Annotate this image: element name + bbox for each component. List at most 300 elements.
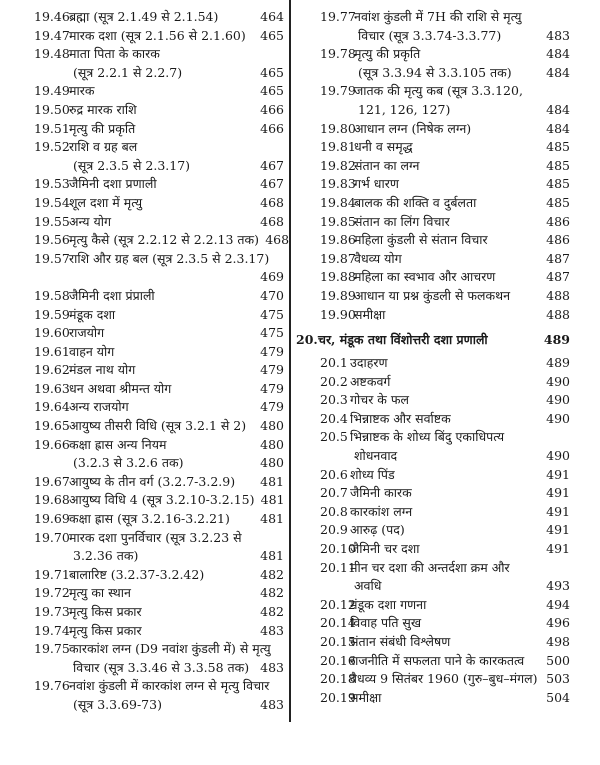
entry-page: 468 xyxy=(260,194,284,210)
toc-entry-continuation[interactable] xyxy=(34,268,284,287)
entry-title: आरुढ़ (पद) xyxy=(350,522,405,538)
entry-page: 465 xyxy=(260,27,284,43)
entry-title: मृत्यु किस प्रकार xyxy=(69,604,142,619)
toc-entry[interactable] xyxy=(34,287,284,306)
entry-number: 20.5 xyxy=(320,429,348,445)
entry-title: अष्टकवर्ग xyxy=(350,373,391,389)
entry-page: 491 xyxy=(546,466,570,482)
entry-page: 488 xyxy=(546,287,570,303)
chapter-number: 20. xyxy=(296,332,318,348)
entry-number: 19.82 xyxy=(320,157,356,173)
toc-entry[interactable] xyxy=(34,622,284,641)
entry-title: अन्य योग xyxy=(69,213,111,229)
toc-left-column xyxy=(34,8,290,715)
entry-number: 20.16 xyxy=(320,652,356,668)
entry-number: 19.67 xyxy=(34,473,70,489)
toc-entry[interactable] xyxy=(296,157,570,176)
toc-entry[interactable] xyxy=(34,231,290,250)
entry-title: मीन चर दशा की अन्तर्दशा क्रम और xyxy=(350,559,510,575)
entry-page xyxy=(269,677,299,696)
entry-page: 465 xyxy=(260,64,284,80)
entry-title: मृत्यु किस प्रकार xyxy=(69,622,142,638)
entry-page: 490 xyxy=(546,373,570,389)
entry-title: जातक की मृत्यु कब (सूत्र 3.3.120, xyxy=(354,83,523,99)
entry-title: महिला कुंडली से संतान विचार xyxy=(354,232,488,248)
toc-entry[interactable] xyxy=(296,633,570,652)
toc-entry[interactable] xyxy=(296,391,570,410)
entry-number: 19.71 xyxy=(34,566,70,582)
entry-title: शोधनवाद xyxy=(354,448,398,464)
toc-entry[interactable] xyxy=(34,677,284,696)
toc-entry[interactable] xyxy=(296,540,570,559)
entry-number: 19.75 xyxy=(34,641,70,657)
toc-entry[interactable] xyxy=(34,82,284,101)
entry-number: 19.47 xyxy=(34,27,70,43)
entry-title: बालक की शक्ति व दुर्बलता xyxy=(354,194,477,210)
entry-page: 481 xyxy=(260,492,285,508)
entry-title: राजनीति में सफलता पाने के कारकतत्व xyxy=(350,652,525,668)
toc-entry[interactable] xyxy=(296,138,570,157)
toc-entry[interactable] xyxy=(296,213,570,232)
entry-title: वैधव्य योग xyxy=(354,250,402,266)
entry-title: मंडूक दशा xyxy=(69,306,116,322)
toc-entry[interactable] xyxy=(34,324,284,343)
entry-page: 484 xyxy=(546,46,570,62)
entry-page: 487 xyxy=(546,250,570,266)
toc-entry[interactable] xyxy=(34,640,284,659)
entry-title: मारक xyxy=(69,83,95,99)
toc-entry[interactable] xyxy=(34,417,284,436)
entry-number: 20.3 xyxy=(320,392,348,408)
toc-entry-continuation[interactable] xyxy=(296,27,570,46)
entry-title: जैमिनी चर दशा xyxy=(350,541,420,557)
toc-entry[interactable] xyxy=(296,354,570,373)
entry-number: 19.86 xyxy=(320,232,356,248)
entry-title: कक्षा ह्रास (सूत्र 3.2.16-3.2.21) xyxy=(69,511,230,527)
entry-number: 19.62 xyxy=(34,362,70,378)
toc-entry[interactable] xyxy=(296,250,570,269)
entry-title: रुद्र मारक राशि xyxy=(69,101,137,117)
toc-entry[interactable] xyxy=(296,596,570,615)
entry-page: 482 xyxy=(260,604,284,619)
entry-number: 19.56 xyxy=(34,232,70,248)
entry-title: राशि और ग्रह बल (सूत्र 2.3.5 से 2.3.17) xyxy=(69,250,270,266)
toc-entry[interactable] xyxy=(296,8,570,27)
toc-entry[interactable] xyxy=(34,491,284,510)
toc-entry[interactable] xyxy=(34,361,284,380)
entry-page: 480 xyxy=(260,436,284,452)
entry-page: 475 xyxy=(260,306,284,322)
entry-number: 19.80 xyxy=(320,120,356,136)
entry-page: 485 xyxy=(546,176,570,192)
entry-title: समीक्षा xyxy=(350,689,382,705)
entry-number: 19.63 xyxy=(34,380,70,396)
entry-page: 494 xyxy=(546,596,570,612)
entry-title: मारक दशा (सूत्र 2.1.56 से 2.1.60) xyxy=(69,27,246,43)
entry-number xyxy=(320,64,354,83)
entry-page: 483 xyxy=(260,696,284,712)
entry-number: 19.76 xyxy=(34,678,70,694)
entry-number: 19.66 xyxy=(34,436,70,452)
toc-entry[interactable] xyxy=(34,8,284,27)
entry-number: 20.18 xyxy=(320,671,356,687)
entry-number: 19.64 xyxy=(34,399,70,415)
entry-page: 490 xyxy=(546,410,570,426)
entry-number: 19.69 xyxy=(34,511,70,527)
entry-title: आयुष्य विधि 4 (सूत्र 3.2.10-3.2.15) xyxy=(69,492,255,508)
toc-entry[interactable] xyxy=(296,689,570,708)
entry-number: 20.7 xyxy=(320,485,348,501)
entry-number: 20.2 xyxy=(320,373,348,389)
entry-number: 19.72 xyxy=(34,585,70,601)
entry-page: 466 xyxy=(260,120,284,136)
entry-number: 20.9 xyxy=(320,522,348,538)
toc-entry[interactable] xyxy=(296,670,570,689)
entry-page: 484 xyxy=(546,120,570,136)
entry-page: 486 xyxy=(546,213,570,229)
toc-entry[interactable] xyxy=(34,584,284,603)
entry-number: 19.83 xyxy=(320,176,356,192)
toc-entry[interactable] xyxy=(296,521,570,540)
toc-entry[interactable] xyxy=(296,428,570,447)
entry-page: 479 xyxy=(260,380,284,396)
entry-number: 19.50 xyxy=(34,101,70,117)
entry-page: 481 xyxy=(260,511,284,527)
entry-number: 19.85 xyxy=(320,213,356,229)
toc-entry-continuation[interactable] xyxy=(296,577,570,596)
entry-title: राजयोग xyxy=(69,325,105,341)
entry-title: समीक्षा xyxy=(354,306,386,322)
toc-entry[interactable] xyxy=(34,343,284,362)
entry-page: 479 xyxy=(260,399,284,415)
entry-page: 465 xyxy=(260,83,284,99)
entry-number: 19.84 xyxy=(320,194,356,210)
entry-number: 20.4 xyxy=(320,410,348,426)
toc-entry[interactable] xyxy=(296,120,570,139)
entry-title: विचार (सूत्र 3.3.74-3.3.77) xyxy=(358,27,502,43)
entry-number: 20.15 xyxy=(320,634,356,649)
entry-page: 480 xyxy=(260,418,284,434)
entry-page: 491 xyxy=(546,541,570,557)
entry-number: 19.88 xyxy=(320,269,356,285)
entry-number: 19.78 xyxy=(320,46,356,62)
entry-title: माता पिता के कारक xyxy=(69,46,160,62)
entry-title: जैमिनी कारक xyxy=(350,485,412,501)
entry-title: 121, 126, 127) xyxy=(358,101,451,117)
entry-title: (सूत्र 3.3.94 से 3.3.105 तक) xyxy=(358,64,512,80)
entry-title: मृत्यु का स्थान xyxy=(69,585,131,601)
toc-entry-continuation[interactable] xyxy=(296,447,570,466)
entry-number xyxy=(320,101,354,120)
entry-title: मंडल नाथ योग xyxy=(69,362,136,378)
chapter-19-continued xyxy=(296,8,570,324)
entry-number: 19.53 xyxy=(34,176,70,192)
toc-right-column xyxy=(296,8,570,707)
toc-entry-continuation[interactable] xyxy=(34,157,284,176)
toc-entry[interactable] xyxy=(34,27,284,46)
entry-title: (3.2.3 से 3.2.6 तक) xyxy=(73,455,184,471)
entry-number xyxy=(34,268,69,287)
entry-page: 484 xyxy=(546,101,570,117)
toc-entry[interactable] xyxy=(34,250,284,269)
entry-page xyxy=(540,8,570,27)
chapter-title: चर, मंडूक तथा विंशोत्तरी दशा प्रणाली xyxy=(318,332,488,348)
entry-page xyxy=(254,529,284,548)
entry-page: 500 xyxy=(546,652,570,668)
toc-entry[interactable] xyxy=(34,194,284,213)
toc-entry[interactable] xyxy=(34,566,284,585)
entry-number: 19.61 xyxy=(34,343,70,359)
toc-entry[interactable] xyxy=(34,529,284,548)
entry-page: 485 xyxy=(546,139,570,155)
entry-title: मृत्यु की प्रकृति xyxy=(69,120,136,136)
entry-page: 485 xyxy=(546,157,570,173)
entry-page: 483 xyxy=(546,27,570,43)
entry-number: 19.81 xyxy=(320,139,356,155)
entry-title: अन्य राजयोग xyxy=(69,399,129,415)
toc-entry[interactable] xyxy=(296,559,570,578)
toc-entry[interactable] xyxy=(34,306,284,325)
entry-title: नवांश कुंडली में कारकांश लग्न से मृत्यु विचार xyxy=(69,678,270,694)
entry-number: 19.52 xyxy=(34,139,70,155)
toc-entry[interactable] xyxy=(296,410,570,429)
toc-entry-continuation[interactable] xyxy=(34,454,284,473)
toc-entry[interactable] xyxy=(296,287,570,306)
entry-title: बालारिष्ट (3.2.37-3.2.42) xyxy=(69,566,205,582)
entry-title: (सूत्र 3.3.69-73) xyxy=(73,696,162,712)
entry-number: 20.14 xyxy=(320,615,356,631)
entry-title: संतान का लग्न xyxy=(354,157,420,173)
toc-entry[interactable] xyxy=(34,473,284,492)
entry-title: मंडूक दशा गणना xyxy=(350,596,427,612)
entry-number: 20.8 xyxy=(320,503,348,519)
entry-page: 468 xyxy=(260,213,284,229)
entry-number: 20.10 xyxy=(320,541,356,557)
toc-entry[interactable] xyxy=(296,466,570,485)
entry-number: 19.68 xyxy=(34,492,70,508)
entry-title: कारकांश लग्न xyxy=(350,503,413,519)
toc-entry-continuation[interactable] xyxy=(34,547,284,566)
entry-page: 487 xyxy=(546,269,570,285)
toc-entry[interactable] xyxy=(34,510,284,529)
entry-page: 468 xyxy=(265,232,290,248)
entry-title: मारक दशा पुनर्विचार (सूत्र 3.2.23 से xyxy=(69,529,242,545)
entry-title: कक्षा ह्रास अन्य नियम xyxy=(69,436,167,452)
entry-page xyxy=(540,428,570,447)
entry-title: मृत्यु कैसे (सूत्र 2.2.12 से 2.2.13 तक) xyxy=(69,232,260,248)
toc-entry[interactable] xyxy=(296,373,570,392)
entry-title: भिन्नाष्टक के शोध्य बिंदु एकाधिपत्य xyxy=(350,429,505,445)
entry-number: 19.58 xyxy=(34,287,70,303)
toc-entry-continuation[interactable] xyxy=(296,101,570,120)
toc-entry[interactable] xyxy=(34,380,284,399)
toc-entry[interactable] xyxy=(34,436,284,455)
entry-title: संतान संबंधी विश्लेषण xyxy=(350,634,451,649)
entry-number: 19.57 xyxy=(34,250,70,266)
entry-number xyxy=(320,577,350,596)
entry-page: 504 xyxy=(546,689,570,705)
entry-page xyxy=(269,250,299,269)
entry-title: शोध्य पिंड xyxy=(350,466,395,482)
entry-page: 481 xyxy=(260,473,284,489)
entry-page: 485 xyxy=(546,194,570,210)
entry-number xyxy=(34,64,69,83)
entry-number: 19.73 xyxy=(34,604,70,619)
entry-title: धनी व समृद्ध xyxy=(354,139,413,155)
entry-title: आधान या प्रश्न कुंडली से फलकथन xyxy=(354,287,511,303)
entry-number: 19.77 xyxy=(320,9,356,24)
entry-page: 491 xyxy=(546,522,570,538)
entry-number: 19.90 xyxy=(320,306,356,322)
column-divider xyxy=(289,0,291,722)
toc-entry-continuation[interactable] xyxy=(34,696,284,715)
entry-page: 491 xyxy=(546,485,570,501)
entry-page: 482 xyxy=(260,566,284,582)
entry-page: 498 xyxy=(546,634,570,649)
entry-page: 482 xyxy=(260,585,284,601)
entry-number: 19.46 xyxy=(34,9,70,24)
entry-title: विवाह पति सुख xyxy=(350,615,422,631)
entry-title: महिला का स्वभाव और आचरण xyxy=(354,269,496,285)
entry-page xyxy=(254,138,284,157)
entry-number: 19.59 xyxy=(34,306,70,322)
entry-title: आधान लग्न (निषेक लग्न) xyxy=(354,120,472,136)
entry-page: 479 xyxy=(260,343,284,359)
entry-page: 488 xyxy=(546,306,570,322)
entry-number: 19.55 xyxy=(34,213,70,229)
entry-title: शूल दशा में मृत्यु xyxy=(69,194,143,210)
entry-number: 20.19 xyxy=(320,689,356,705)
entry-title: गर्भ धारण xyxy=(354,176,399,192)
entry-page: 483 xyxy=(260,622,284,638)
toc-entry[interactable] xyxy=(296,268,570,287)
entry-page: 469 xyxy=(260,269,284,285)
entry-number: 19.49 xyxy=(34,83,70,99)
entry-title: ब्रह्मा (सूत्र 2.1.49 से 2.1.54) xyxy=(69,9,219,24)
toc-entry-continuation[interactable] xyxy=(34,64,284,83)
entry-page: 475 xyxy=(260,325,284,341)
entry-page xyxy=(254,45,284,64)
entry-page: 486 xyxy=(546,232,570,248)
toc-entry[interactable] xyxy=(296,82,570,101)
entry-page: 496 xyxy=(546,615,570,631)
toc-entry[interactable] xyxy=(296,484,570,503)
toc-entry-continuation[interactable] xyxy=(296,64,570,83)
entry-page: 484 xyxy=(546,64,570,80)
toc-entry[interactable] xyxy=(34,175,284,194)
entry-title: नवांश कुंडली में 7H की राशि से मृत्यु xyxy=(354,9,522,24)
entry-title: (सूत्र 2.3.5 से 2.3.17) xyxy=(73,157,191,173)
entry-title xyxy=(69,268,254,287)
entry-page: 467 xyxy=(260,176,284,192)
entry-title: संतान का लिंग विचार xyxy=(354,213,450,229)
entry-number: 19.60 xyxy=(34,325,70,341)
entry-number: 19.74 xyxy=(34,622,70,638)
entry-title: धन अथवा श्रीमन्त योग xyxy=(69,380,172,396)
entry-number xyxy=(34,696,69,715)
entry-number xyxy=(34,659,69,678)
entry-page: 464 xyxy=(260,9,284,24)
entry-number: 19.65 xyxy=(34,418,70,434)
toc-entry[interactable] xyxy=(34,138,284,157)
entry-page: 466 xyxy=(260,101,284,117)
toc-entry[interactable] xyxy=(34,120,284,139)
entry-page xyxy=(540,559,570,578)
toc-entry[interactable] xyxy=(34,213,284,232)
toc-entry[interactable] xyxy=(34,398,284,417)
entry-number xyxy=(34,454,69,473)
entry-number: 20.12 xyxy=(320,596,356,612)
entry-title: वैधव्य 9 सितंबर 1960 (गुरु–बुध–मंगल) xyxy=(350,671,538,687)
entry-page: 479 xyxy=(260,362,284,378)
entry-number: 19.79 xyxy=(320,83,356,99)
entry-title: भिन्नाष्टक और सर्वाष्टक xyxy=(350,410,451,426)
toc-entry[interactable] xyxy=(296,652,570,671)
chapter-page: 489 xyxy=(543,332,570,348)
toc-entry[interactable] xyxy=(34,603,284,622)
entry-page: 467 xyxy=(260,157,284,173)
entry-title: आयुष्य के तीन वर्ग (3.2.7-3.2.9) xyxy=(69,473,236,489)
toc-entry[interactable] xyxy=(296,614,570,633)
entry-number: 19.87 xyxy=(320,250,356,266)
entry-number: 20.11 xyxy=(320,559,356,575)
entry-page: 503 xyxy=(546,671,570,687)
entry-page: 483 xyxy=(260,659,284,675)
entry-page: 481 xyxy=(260,548,284,564)
toc-entry[interactable] xyxy=(296,45,570,64)
entry-number: 20.1 xyxy=(320,355,348,371)
entry-number xyxy=(34,547,69,566)
toc-entry[interactable] xyxy=(296,175,570,194)
entry-title: राशि व ग्रह बल xyxy=(69,139,138,155)
entry-number xyxy=(320,447,350,466)
entry-page xyxy=(540,82,570,101)
toc-entry[interactable] xyxy=(296,306,570,325)
toc-entry[interactable] xyxy=(296,194,570,213)
chapter-20-entries xyxy=(296,354,570,707)
entry-page: 470 xyxy=(260,287,284,303)
entry-page: 489 xyxy=(546,355,570,371)
entry-page: 490 xyxy=(546,392,570,408)
entry-page: 490 xyxy=(546,448,570,464)
toc-entry-continuation[interactable] xyxy=(34,659,284,678)
entry-number: 19.70 xyxy=(34,529,70,545)
entry-number: 19.51 xyxy=(34,120,70,136)
entry-title: अवधि xyxy=(354,578,382,594)
entry-title: जैमिनी दशा प्रंप्राली xyxy=(69,287,155,303)
toc-entry[interactable] xyxy=(34,45,284,64)
chapter-20-heading[interactable] xyxy=(296,330,570,350)
entry-title: विचार (सूत्र 3.3.46 से 3.3.58 तक) xyxy=(73,659,250,675)
entry-page: 480 xyxy=(260,455,284,471)
entry-title: 3.2.36 तक) xyxy=(73,548,139,564)
toc-entry[interactable] xyxy=(296,231,570,250)
entry-number xyxy=(34,157,69,176)
entry-title: (सूत्र 2.2.1 से 2.2.7) xyxy=(73,64,183,80)
entry-number: 19.54 xyxy=(34,194,70,210)
entry-page: 493 xyxy=(546,578,570,594)
entry-number: 19.89 xyxy=(320,287,356,303)
entry-number xyxy=(320,27,354,46)
entry-title: गोचर के फल xyxy=(350,392,409,408)
entry-title: कारकांश लग्न (D9 नवांश कुंडली में) से मृत्यु xyxy=(69,641,271,657)
entry-title: आयुष्य तीसरी विधि (सूत्र 3.2.1 से 2) xyxy=(69,418,247,434)
entry-title: उदाहरण xyxy=(350,355,388,371)
toc-entry[interactable] xyxy=(296,503,570,522)
toc-entry[interactable] xyxy=(34,101,284,120)
entry-title: मृत्यु की प्रकृति xyxy=(354,46,421,62)
entry-title: जैमिनी दशा प्रणाली xyxy=(69,176,157,192)
